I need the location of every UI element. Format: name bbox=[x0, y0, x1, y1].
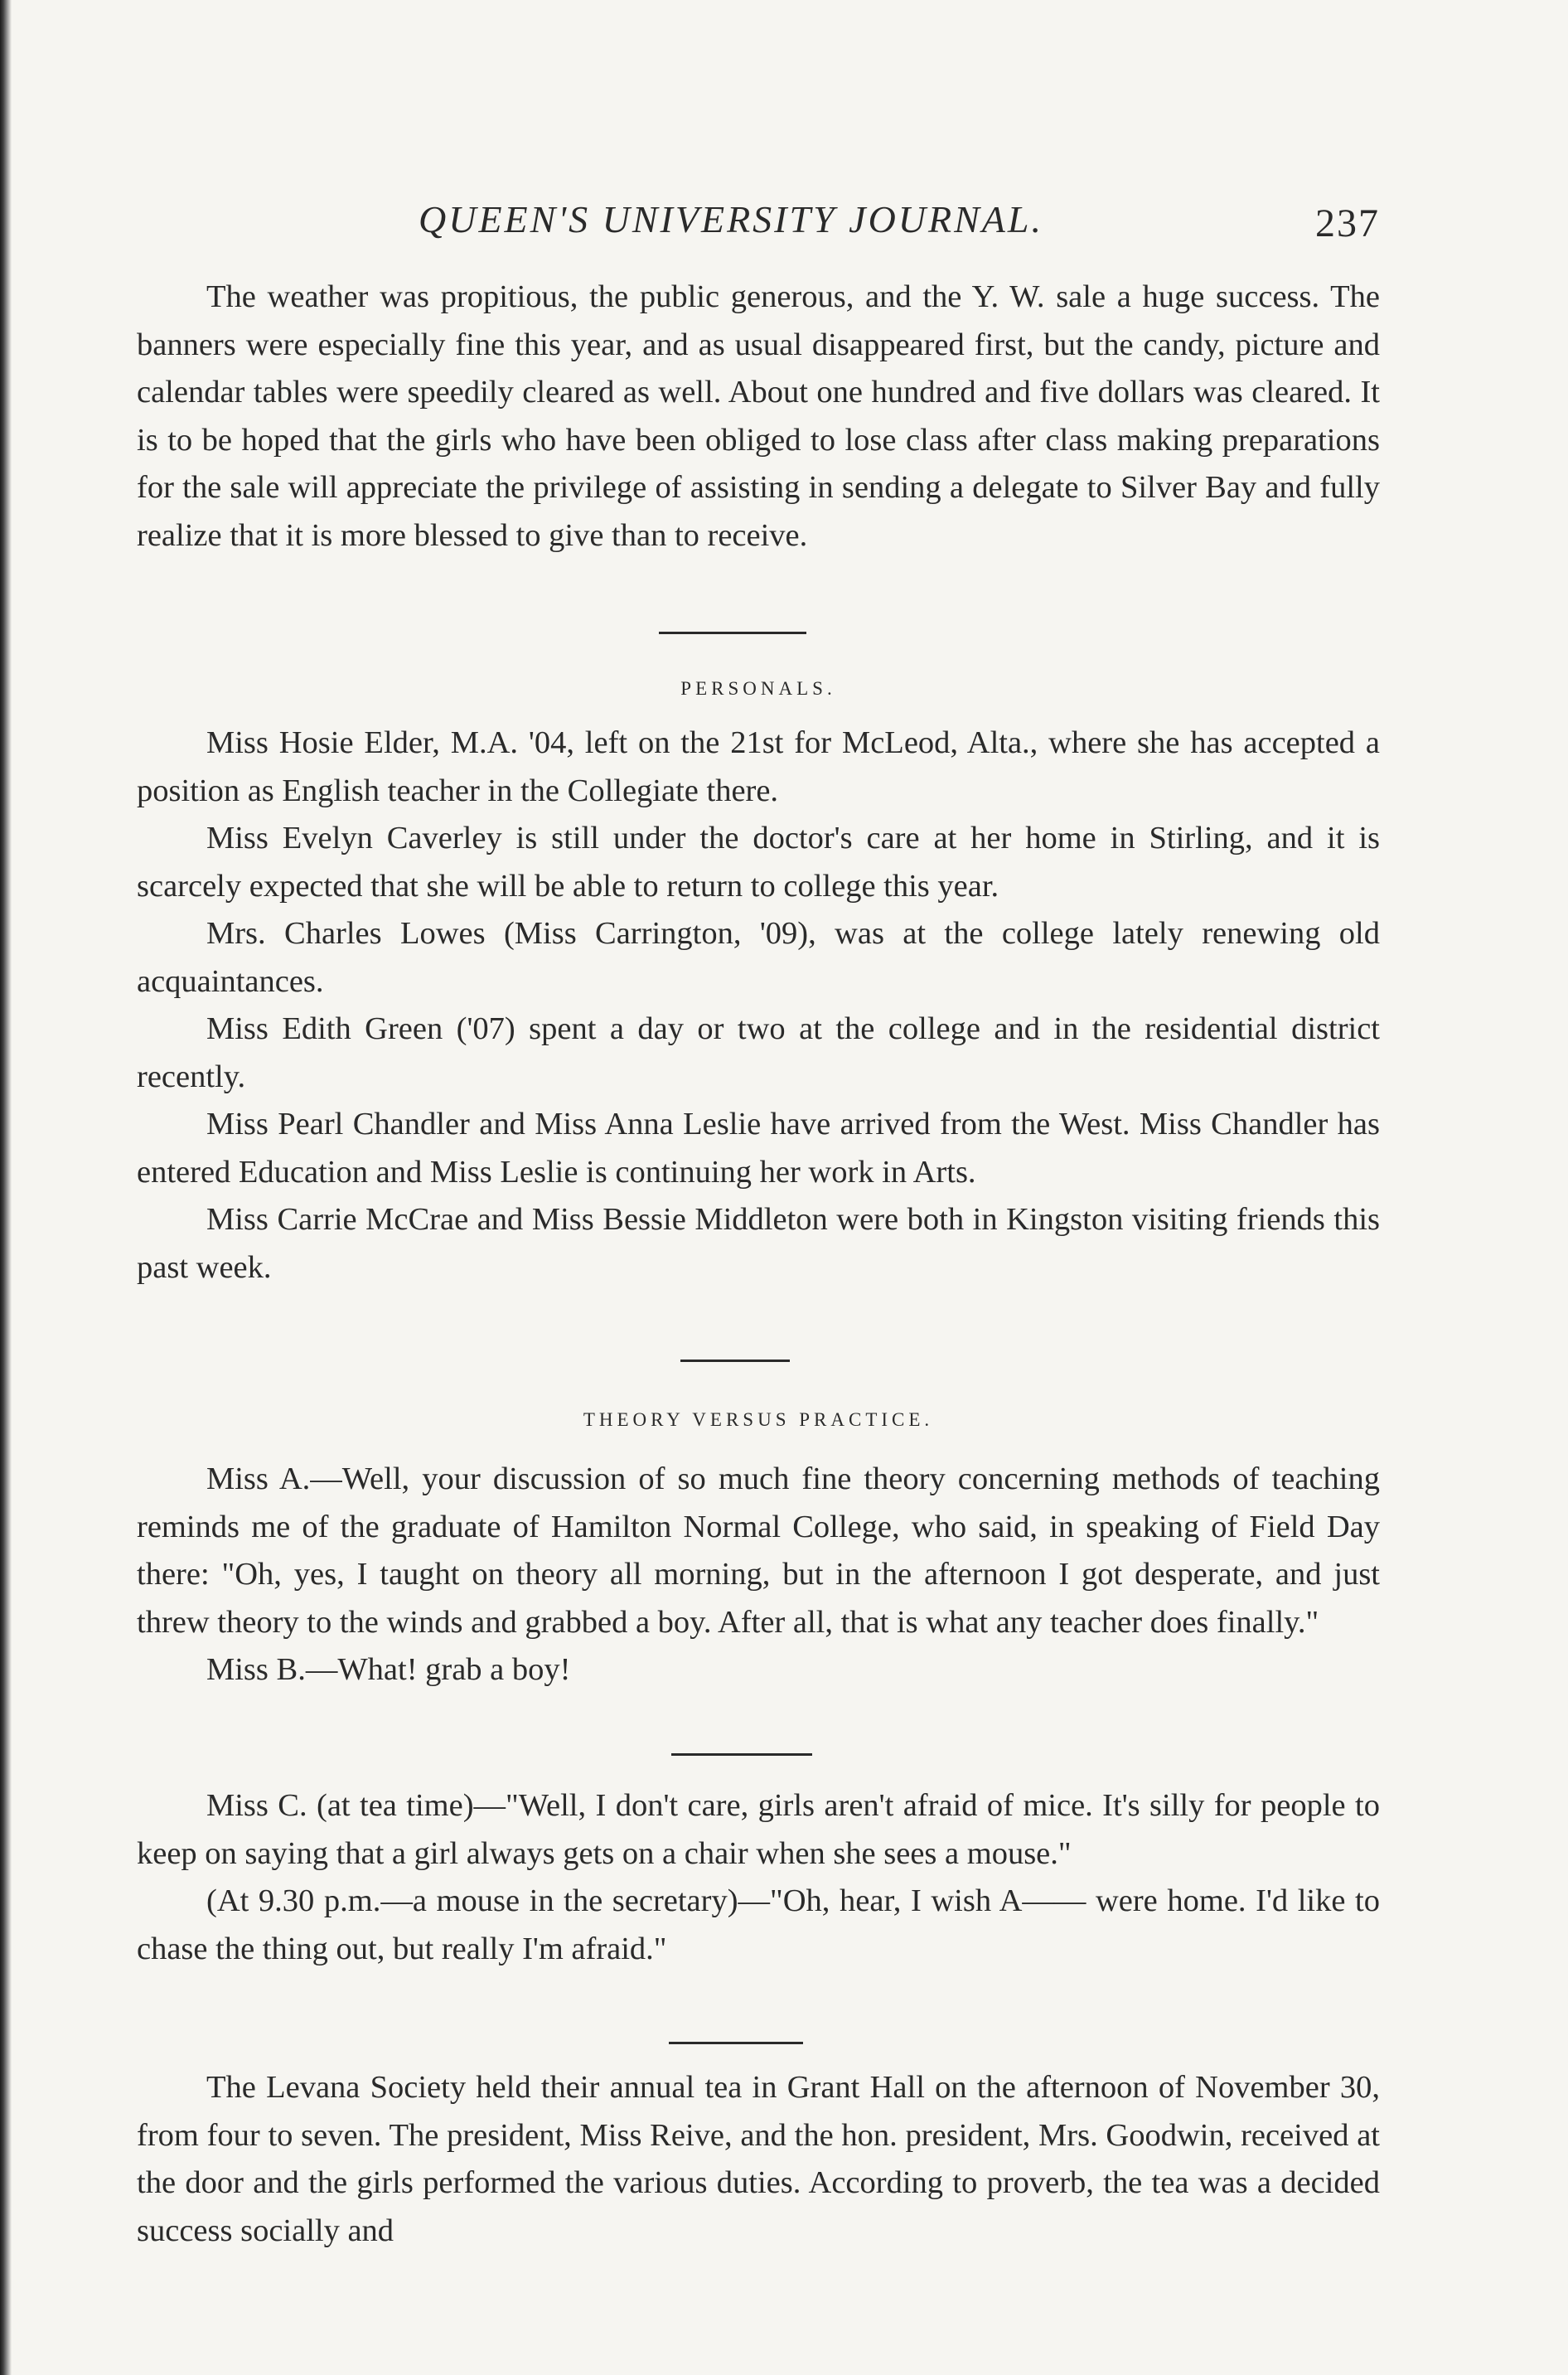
section-divider bbox=[669, 2042, 803, 2044]
scan-page-edge bbox=[0, 0, 12, 2375]
levana-section bbox=[137, 2064, 1380, 2255]
personal-item: Miss Pearl Chandler and Miss Anna Leslie have arrived from the West. Miss Chandler has entered Education and Miss Leslie is continuing her work in Arts. bbox=[137, 1107, 1380, 1190]
journal-title: QUEEN'S UNIVERSITY JOURNAL. bbox=[419, 198, 1043, 240]
anecdote-paragraph: (At 9.30 p.m.—a mouse in the secretary)—"Oh, hear, I wish A—— were home. I'd like to chase the thing out, but really I'm afraid." bbox=[137, 1883, 1380, 1966]
page-number: 237 bbox=[1315, 201, 1380, 245]
personals-section bbox=[137, 720, 1380, 1292]
theory-section bbox=[137, 1456, 1380, 1694]
theory-heading: THEORY VERSUS PRACTICE. bbox=[583, 1409, 934, 1430]
intro-section bbox=[137, 274, 1380, 560]
personal-item: Miss Carrie McCrae and Miss Bessie Middleton were both in Kingston visiting friends this past week. bbox=[137, 1202, 1380, 1285]
mice-section bbox=[137, 1782, 1380, 1973]
intro-paragraph: The weather was propitious, the public generous, and the Y. W. sale a huge success. The banners were especially fine this year, and as usual disappeared first, but the candy, picture and calendar tables were speedily cleared as well. About one hundred and five dollars was cleared. It is to be hoped that the girls who have been obliged to lose class after class making preparations for the sale will appreciate the privilege of assisting in sending a delegate to Silver Bay and fully realize that it is more blessed to give than to receive. bbox=[137, 279, 1380, 553]
section-divider bbox=[671, 1753, 812, 1756]
section-divider bbox=[680, 1360, 790, 1362]
personal-item: Miss Edith Green ('07) spent a day or two at the college and in the residential district recently. bbox=[137, 1011, 1380, 1094]
personals-heading: PERSONALS. bbox=[680, 678, 836, 699]
levana-paragraph: The Levana Society held their annual tea in Grant Hall on the afternoon of November 30, from four to seven. The president, Miss Reive, and the hon. president, Mrs. Goodwin, received at the door and the girls performed the various duties. According to proverb, the tea was a decided success socially and bbox=[137, 2070, 1380, 2248]
dialogue-paragraph: Miss B.—What! grab a boy! bbox=[206, 1652, 571, 1687]
anecdote-paragraph: Miss C. (at tea time)—"Well, I don't care, girls aren't afraid of mice. It's silly for people to keep on saying that a girl always gets on a chair when she sees a mouse." bbox=[137, 1788, 1380, 1871]
section-divider bbox=[659, 632, 806, 634]
personal-item: Miss Evelyn Caverley is still under the doctor's care at her home in Stirling, and it is scarcely expected that she will be able to return to college this year. bbox=[137, 821, 1380, 904]
running-head bbox=[137, 192, 1380, 259]
personal-item: Mrs. Charles Lowes (Miss Carrington, '09), was at the college lately renewing old acquaintances. bbox=[137, 916, 1380, 999]
personal-item: Miss Hosie Elder, M.A. '04, left on the 21st for McLeod, Alta., where she has accepted a position as English teacher in the Collegiate there. bbox=[137, 725, 1380, 808]
dialogue-paragraph: Miss A.—Well, your discussion of so much fine theory concerning methods of teaching reminds me of the graduate of Hamilton Normal College, who said, in speaking of Field Day there: "Oh, yes, I taught on theory all morning, but in the afternoon I got desperate, and just threw theory to the winds and grabbed a boy. After all, that is what any teacher does finally." bbox=[137, 1461, 1380, 1640]
